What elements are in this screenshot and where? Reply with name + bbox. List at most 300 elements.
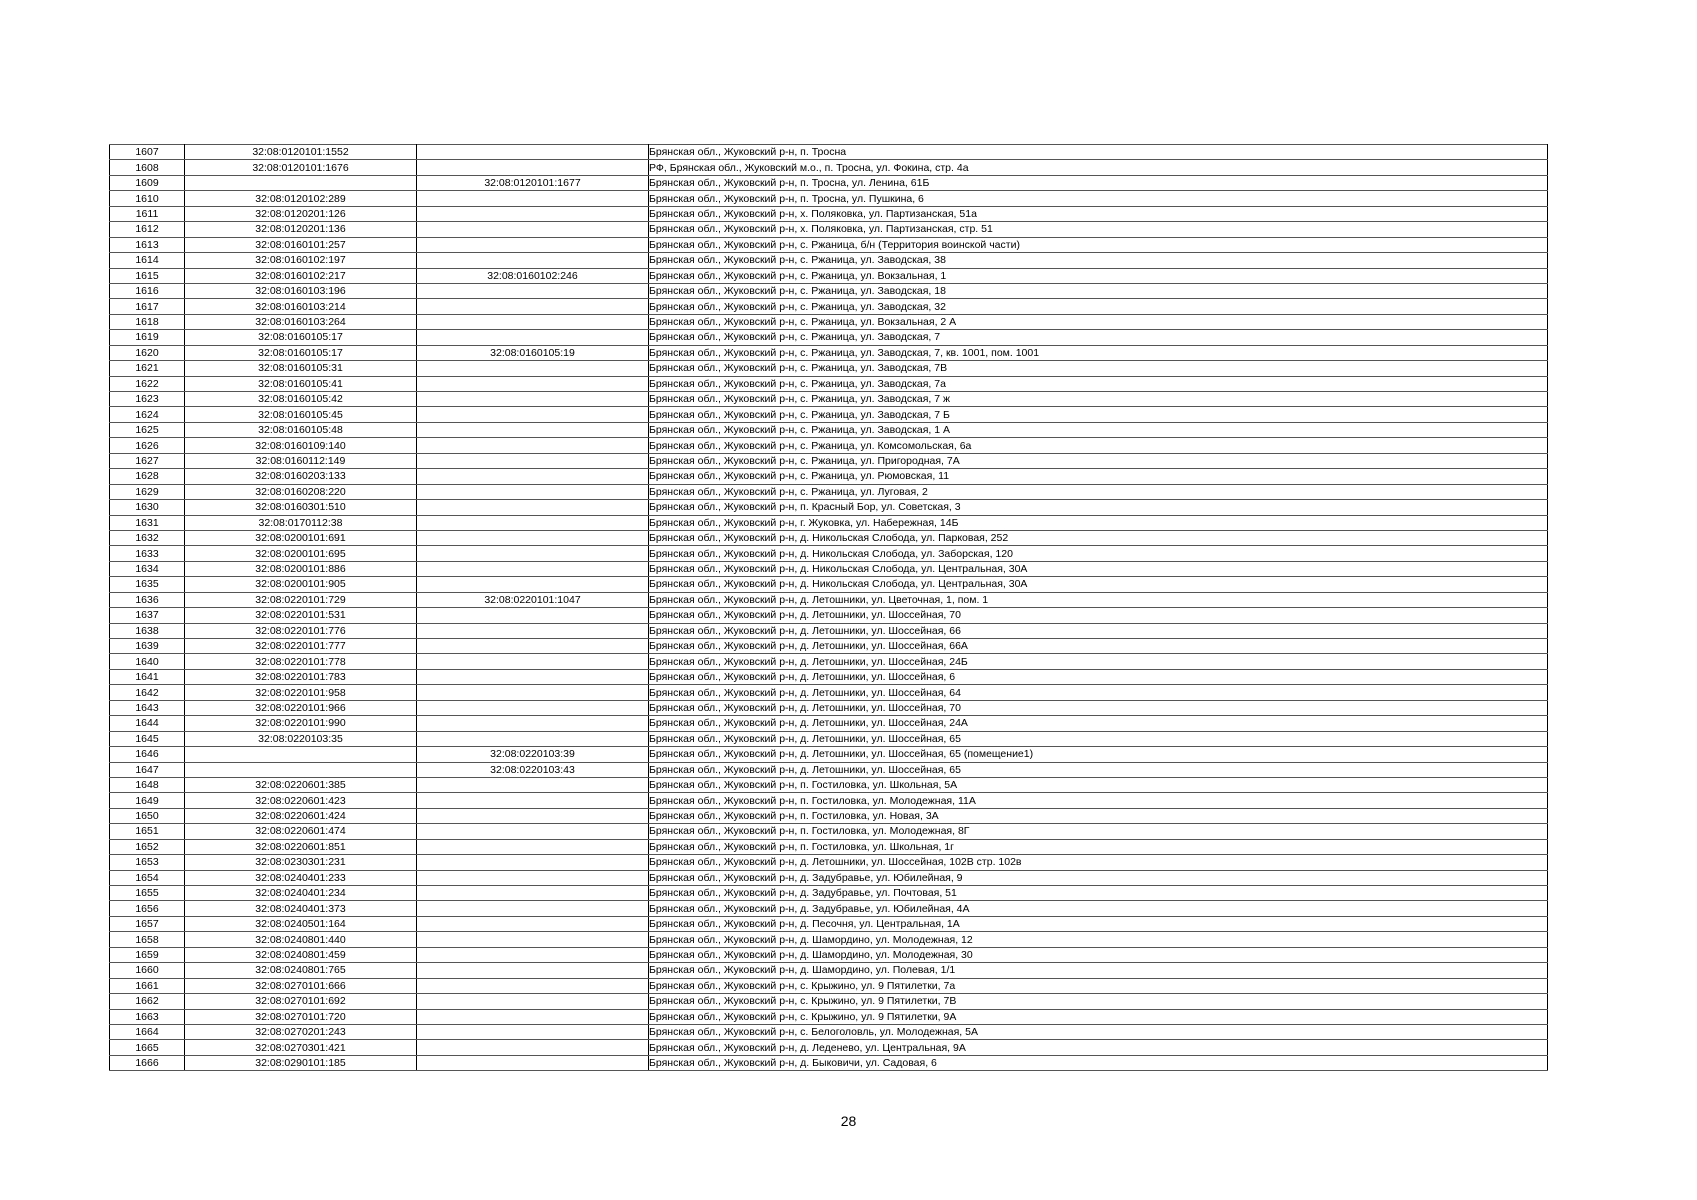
address-cell: Брянская обл., Жуковский р-н, п. Гостиловка, ул. Новая, 3А: [649, 808, 1548, 823]
land-cadastral-number-cell: 32:08:0160103:214: [185, 299, 417, 314]
object-cadastral-number-cell: [417, 623, 649, 638]
table-row: [110, 886, 1548, 901]
row-number-cell: 1652: [110, 839, 185, 854]
object-cadastral-number-cell: [417, 978, 649, 993]
row-number-cell: 1630: [110, 500, 185, 515]
land-cadastral-number-cell: 32:08:0120101:1676: [185, 160, 417, 175]
land-cadastral-number-cell: 32:08:0240801:440: [185, 932, 417, 947]
object-cadastral-number-cell: [417, 314, 649, 329]
object-cadastral-number-cell: [417, 299, 649, 314]
address-cell: Брянская обл., Жуковский р-н, с. Ржаница, ул. Заводская, 7В: [649, 361, 1548, 376]
object-cadastral-number-cell: [417, 808, 649, 823]
object-cadastral-number-cell: [417, 484, 649, 499]
object-cadastral-number-cell: [417, 1040, 649, 1055]
table-row: [110, 206, 1548, 221]
land-cadastral-number-cell: 32:08:0270301:421: [185, 1040, 417, 1055]
row-number-cell: 1655: [110, 886, 185, 901]
row-number-cell: 1622: [110, 376, 185, 391]
table-row: [110, 361, 1548, 376]
object-cadastral-number-cell: [417, 546, 649, 561]
object-cadastral-number-cell: [417, 654, 649, 669]
object-cadastral-number-cell: [417, 824, 649, 839]
object-cadastral-number-cell: [417, 145, 649, 160]
land-cadastral-number-cell: 32:08:0240401:234: [185, 886, 417, 901]
land-cadastral-number-cell: 32:08:0220103:35: [185, 731, 417, 746]
land-cadastral-number-cell: 32:08:0270101:692: [185, 994, 417, 1009]
table-row: [110, 469, 1548, 484]
land-cadastral-number-cell: 32:08:0220101:783: [185, 669, 417, 684]
address-cell: Брянская обл., Жуковский р-н, д. Летошники, ул. Цветочная, 1, пом. 1: [649, 592, 1548, 607]
row-number-cell: 1654: [110, 870, 185, 885]
object-cadastral-number-cell: [417, 901, 649, 916]
row-number-cell: 1628: [110, 469, 185, 484]
row-number-cell: 1627: [110, 453, 185, 468]
row-number-cell: 1608: [110, 160, 185, 175]
land-cadastral-number-cell: [185, 175, 417, 190]
table-row: [110, 283, 1548, 298]
object-cadastral-number-cell: [417, 500, 649, 515]
table-row: [110, 994, 1548, 1009]
address-cell: Брянская обл., Жуковский р-н, с. Белоголовль, ул. Молодежная, 5А: [649, 1024, 1548, 1039]
row-number-cell: 1616: [110, 283, 185, 298]
table-row: [110, 299, 1548, 314]
object-cadastral-number-cell: 32:08:0120101:1677: [417, 175, 649, 190]
land-cadastral-number-cell: 32:08:0220101:777: [185, 639, 417, 654]
table-row: [110, 963, 1548, 978]
row-number-cell: 1662: [110, 994, 185, 1009]
row-number-cell: 1647: [110, 762, 185, 777]
table-row: [110, 500, 1548, 515]
row-number-cell: 1648: [110, 777, 185, 792]
address-cell: Брянская обл., Жуковский р-н, д. Летошники, ул. Шоссейная, 70: [649, 608, 1548, 623]
row-number-cell: 1659: [110, 947, 185, 962]
object-cadastral-number-cell: [417, 469, 649, 484]
object-cadastral-number-cell: [417, 191, 649, 206]
address-cell: Брянская обл., Жуковский р-н, д. Летошники, ул. Шоссейная, 65 (помещение1): [649, 747, 1548, 762]
object-cadastral-number-cell: [417, 1009, 649, 1024]
table-row: [110, 330, 1548, 345]
object-cadastral-number-cell: [417, 700, 649, 715]
object-cadastral-number-cell: [417, 253, 649, 268]
row-number-cell: 1644: [110, 716, 185, 731]
address-cell: РФ, Брянская обл., Жуковский м.о., п. Тросна, ул. Фокина, стр. 4а: [649, 160, 1548, 175]
land-cadastral-number-cell: 32:08:0290101:185: [185, 1055, 417, 1070]
land-cadastral-number-cell: 32:08:0160105:42: [185, 392, 417, 407]
row-number-cell: 1607: [110, 145, 185, 160]
address-cell: Брянская обл., Жуковский р-н, с. Ржаница, ул. Заводская, 18: [649, 283, 1548, 298]
row-number-cell: 1658: [110, 932, 185, 947]
address-cell: Брянская обл., Жуковский р-н, с. Ржаница, ул. Рюмовская, 11: [649, 469, 1548, 484]
object-cadastral-number-cell: [417, 330, 649, 345]
object-cadastral-number-cell: [417, 669, 649, 684]
land-cadastral-number-cell: 32:08:0220601:474: [185, 824, 417, 839]
address-cell: Брянская обл., Жуковский р-н, д. Шамордино, ул. Молодежная, 30: [649, 947, 1548, 962]
table-row: [110, 268, 1548, 283]
land-cadastral-number-cell: [185, 762, 417, 777]
table-row: [110, 669, 1548, 684]
table-row: [110, 407, 1548, 422]
land-cadastral-number-cell: 32:08:0200101:691: [185, 530, 417, 545]
address-cell: Брянская обл., Жуковский р-н, с. Ржаница, ул. Комсомольская, 6а: [649, 438, 1548, 453]
table-row: [110, 608, 1548, 623]
object-cadastral-number-cell: [417, 994, 649, 1009]
address-cell: Брянская обл., Жуковский р-н, х. Поляковка, ул. Партизанская, 51а: [649, 206, 1548, 221]
land-cadastral-number-cell: [185, 747, 417, 762]
address-cell: Брянская обл., Жуковский р-н, с. Ржаница, ул. Заводская, 1 А: [649, 422, 1548, 437]
object-cadastral-number-cell: [417, 1055, 649, 1070]
row-number-cell: 1651: [110, 824, 185, 839]
address-cell: Брянская обл., Жуковский р-н, п. Гостиловка, ул. Молодежная, 8Г: [649, 824, 1548, 839]
table-row: [110, 685, 1548, 700]
address-cell: Брянская обл., Жуковский р-н, с. Ржаница, ул. Вокзальная, 1: [649, 268, 1548, 283]
object-cadastral-number-cell: [417, 916, 649, 931]
table-row: [110, 175, 1548, 190]
address-cell: Брянская обл., Жуковский р-н, с. Крыжино, ул. 9 Пятилетки, 9А: [649, 1009, 1548, 1024]
row-number-cell: 1617: [110, 299, 185, 314]
table-row: [110, 345, 1548, 360]
row-number-cell: 1666: [110, 1055, 185, 1070]
address-cell: Брянская обл., Жуковский р-н, д. Задубравье, ул. Почтовая, 51: [649, 886, 1548, 901]
object-cadastral-number-cell: [417, 716, 649, 731]
land-cadastral-number-cell: 32:08:0230301:231: [185, 855, 417, 870]
row-number-cell: 1650: [110, 808, 185, 823]
land-cadastral-number-cell: 32:08:0160208:220: [185, 484, 417, 499]
land-cadastral-number-cell: 32:08:0160109:140: [185, 438, 417, 453]
land-cadastral-number-cell: 32:08:0220101:729: [185, 592, 417, 607]
land-cadastral-number-cell: 32:08:0160112:149: [185, 453, 417, 468]
table-row: [110, 762, 1548, 777]
address-cell: Брянская обл., Жуковский р-н, д. Летошники, ул. Шоссейная, 66А: [649, 639, 1548, 654]
land-cadastral-number-cell: 32:08:0220101:776: [185, 623, 417, 638]
address-cell: Брянская обл., Жуковский р-н, д. Летошники, ул. Шоссейная, 65: [649, 762, 1548, 777]
row-number-cell: 1640: [110, 654, 185, 669]
row-number-cell: 1609: [110, 175, 185, 190]
row-number-cell: 1637: [110, 608, 185, 623]
object-cadastral-number-cell: [417, 237, 649, 252]
row-number-cell: 1642: [110, 685, 185, 700]
table-row: [110, 654, 1548, 669]
row-number-cell: 1621: [110, 361, 185, 376]
table-row: [110, 932, 1548, 947]
row-number-cell: 1639: [110, 639, 185, 654]
table-row: [110, 824, 1548, 839]
land-cadastral-number-cell: 32:08:0120201:126: [185, 206, 417, 221]
address-cell: Брянская обл., Жуковский р-н, д. Никольская Слобода, ул. Парковая, 252: [649, 530, 1548, 545]
address-cell: Брянская обл., Жуковский р-н, с. Ржаница, ул. Пригородная, 7А: [649, 453, 1548, 468]
table-row: [110, 901, 1548, 916]
table-row: [110, 1055, 1548, 1070]
address-cell: Брянская обл., Жуковский р-н, д. Летошники, ул. Шоссейная, 24А: [649, 716, 1548, 731]
row-number-cell: 1660: [110, 963, 185, 978]
land-cadastral-number-cell: 32:08:0200101:905: [185, 577, 417, 592]
address-cell: Брянская обл., Жуковский р-н, с. Ржаница, ул. Заводская, 7 ж: [649, 392, 1548, 407]
row-number-cell: 1643: [110, 700, 185, 715]
address-cell: Брянская обл., Жуковский р-н, с. Ржаница, ул. Луговая, 2: [649, 484, 1548, 499]
land-cadastral-number-cell: 32:08:0160105:41: [185, 376, 417, 391]
row-number-cell: 1646: [110, 747, 185, 762]
table-row: [110, 191, 1548, 206]
address-cell: Брянская обл., Жуковский р-н, д. Шамордино, ул. Полевая, 1/1: [649, 963, 1548, 978]
object-cadastral-number-cell: 32:08:0220103:39: [417, 747, 649, 762]
address-cell: Брянская обл., Жуковский р-н, д. Леденево, ул. Центральная, 9А: [649, 1040, 1548, 1055]
row-number-cell: 1619: [110, 330, 185, 345]
row-number-cell: 1618: [110, 314, 185, 329]
row-number-cell: 1664: [110, 1024, 185, 1039]
object-cadastral-number-cell: [417, 453, 649, 468]
table-row: [110, 978, 1548, 993]
row-number-cell: 1665: [110, 1040, 185, 1055]
object-cadastral-number-cell: [417, 361, 649, 376]
table-row: [110, 253, 1548, 268]
row-number-cell: 1623: [110, 392, 185, 407]
table-row: [110, 546, 1548, 561]
object-cadastral-number-cell: [417, 438, 649, 453]
address-cell: Брянская обл., Жуковский р-н, д. Никольская Слобода, ул. Заборская, 120: [649, 546, 1548, 561]
address-cell: Брянская обл., Жуковский р-н, г. Жуковка, ул. Набережная, 14Б: [649, 515, 1548, 530]
land-cadastral-number-cell: 32:08:0160101:257: [185, 237, 417, 252]
table-row: [110, 777, 1548, 792]
address-cell: Брянская обл., Жуковский р-н, п. Гостиловка, ул. Молодежная, 11А: [649, 793, 1548, 808]
register-sheet: [109, 144, 1547, 1071]
table-row: [110, 870, 1548, 885]
row-number-cell: 1615: [110, 268, 185, 283]
table-row: [110, 793, 1548, 808]
land-cadastral-number-cell: 32:08:0160105:48: [185, 422, 417, 437]
page-number: 28: [840, 1113, 857, 1129]
address-cell: Брянская обл., Жуковский р-н, д. Задубравье, ул. Юбилейная, 4А: [649, 901, 1548, 916]
address-cell: Брянская обл., Жуковский р-н, д. Быковичи, ул. Садовая, 6: [649, 1055, 1548, 1070]
land-cadastral-number-cell: 32:08:0240401:373: [185, 901, 417, 916]
table-row: [110, 314, 1548, 329]
table-row: [110, 145, 1548, 160]
land-cadastral-number-cell: 32:08:0220101:778: [185, 654, 417, 669]
object-cadastral-number-cell: [417, 392, 649, 407]
address-cell: Брянская обл., Жуковский р-н, д. Задубравье, ул. Юбилейная, 9: [649, 870, 1548, 885]
table-row: [110, 947, 1548, 962]
land-cadastral-number-cell: 32:08:0160105:31: [185, 361, 417, 376]
address-cell: Брянская обл., Жуковский р-н, п. Тросна, ул. Пушкина, 6: [649, 191, 1548, 206]
land-cadastral-number-cell: 32:08:0120101:1552: [185, 145, 417, 160]
row-number-cell: 1661: [110, 978, 185, 993]
address-cell: Брянская обл., Жуковский р-н, с. Ржаница, ул. Заводская, 38: [649, 253, 1548, 268]
address-cell: Брянская обл., Жуковский р-н, с. Крыжино, ул. 9 Пятилетки, 7В: [649, 994, 1548, 1009]
object-cadastral-number-cell: [417, 222, 649, 237]
land-cadastral-number-cell: 32:08:0220101:966: [185, 700, 417, 715]
row-number-cell: 1632: [110, 530, 185, 545]
table-row: [110, 747, 1548, 762]
object-cadastral-number-cell: [417, 777, 649, 792]
address-cell: Брянская обл., Жуковский р-н, п. Красный Бор, ул. Советская, 3: [649, 500, 1548, 515]
table-row: [110, 639, 1548, 654]
table-row: [110, 237, 1548, 252]
land-cadastral-number-cell: 32:08:0200101:886: [185, 561, 417, 576]
address-cell: Брянская обл., Жуковский р-н, с. Ржаница, ул. Заводская, 32: [649, 299, 1548, 314]
address-cell: Брянская обл., Жуковский р-н, с. Ржаница, ул. Вокзальная, 2 А: [649, 314, 1548, 329]
table-row: [110, 392, 1548, 407]
address-cell: Брянская обл., Жуковский р-н, д. Никольская Слобода, ул. Центральная, 30А: [649, 577, 1548, 592]
row-number-cell: 1620: [110, 345, 185, 360]
object-cadastral-number-cell: [417, 963, 649, 978]
land-cadastral-number-cell: 32:08:0120102:289: [185, 191, 417, 206]
table-row: [110, 530, 1548, 545]
row-number-cell: 1631: [110, 515, 185, 530]
land-cadastral-number-cell: 32:08:0170112:38: [185, 515, 417, 530]
object-cadastral-number-cell: [417, 530, 649, 545]
address-cell: Брянская обл., Жуковский р-н, с. Ржаница, ул. Заводская, 7, кв. 1001, пом. 1001: [649, 345, 1548, 360]
object-cadastral-number-cell: [417, 839, 649, 854]
land-cadastral-number-cell: 32:08:0220601:423: [185, 793, 417, 808]
land-cadastral-number-cell: 32:08:0160105:17: [185, 345, 417, 360]
table-row: [110, 561, 1548, 576]
object-cadastral-number-cell: [417, 932, 649, 947]
table-row: [110, 700, 1548, 715]
table-row: [110, 592, 1548, 607]
address-cell: Брянская обл., Жуковский р-н, п. Тросна, ул. Ленина, 61Б: [649, 175, 1548, 190]
row-number-cell: 1638: [110, 623, 185, 638]
address-cell: Брянская обл., Жуковский р-н, п. Тросна: [649, 145, 1548, 160]
row-number-cell: 1633: [110, 546, 185, 561]
row-number-cell: 1635: [110, 577, 185, 592]
land-cadastral-number-cell: 32:08:0240801:765: [185, 963, 417, 978]
land-cadastral-number-cell: 32:08:0240401:233: [185, 870, 417, 885]
table-row: [110, 422, 1548, 437]
row-number-cell: 1645: [110, 731, 185, 746]
row-number-cell: 1636: [110, 592, 185, 607]
address-cell: Брянская обл., Жуковский р-н, д. Песочня, ул. Центральная, 1А: [649, 916, 1548, 931]
land-cadastral-number-cell: 32:08:0120201:136: [185, 222, 417, 237]
address-cell: Брянская обл., Жуковский р-н, х. Поляковка, ул. Партизанская, стр. 51: [649, 222, 1548, 237]
row-number-cell: 1612: [110, 222, 185, 237]
address-cell: Брянская обл., Жуковский р-н, с. Ржаница, б/н (Территория воинской части): [649, 237, 1548, 252]
object-cadastral-number-cell: [417, 160, 649, 175]
table-row: [110, 577, 1548, 592]
object-cadastral-number-cell: [417, 947, 649, 962]
address-cell: Брянская обл., Жуковский р-н, д. Летошники, ул. Шоссейная, 102В стр. 102в: [649, 855, 1548, 870]
land-cadastral-number-cell: 32:08:0160105:17: [185, 330, 417, 345]
row-number-cell: 1653: [110, 855, 185, 870]
object-cadastral-number-cell: [417, 608, 649, 623]
table-row: [110, 1024, 1548, 1039]
row-number-cell: 1625: [110, 422, 185, 437]
address-cell: Брянская обл., Жуковский р-н, с. Ржаница, ул. Заводская, 7а: [649, 376, 1548, 391]
table-row: [110, 808, 1548, 823]
object-cadastral-number-cell: [417, 870, 649, 885]
table-row: [110, 855, 1548, 870]
address-cell: Брянская обл., Жуковский р-н, д. Летошники, ул. Шоссейная, 70: [649, 700, 1548, 715]
object-cadastral-number-cell: 32:08:0220103:43: [417, 762, 649, 777]
land-cadastral-number-cell: 32:08:0220101:531: [185, 608, 417, 623]
row-number-cell: 1634: [110, 561, 185, 576]
row-number-cell: 1656: [110, 901, 185, 916]
address-cell: Брянская обл., Жуковский р-н, д. Шамордино, ул. Молодежная, 12: [649, 932, 1548, 947]
table-row: [110, 731, 1548, 746]
object-cadastral-number-cell: [417, 407, 649, 422]
row-number-cell: 1649: [110, 793, 185, 808]
object-cadastral-number-cell: [417, 515, 649, 530]
row-number-cell: 1610: [110, 191, 185, 206]
table-row: [110, 1040, 1548, 1055]
address-cell: Брянская обл., Жуковский р-н, д. Летошники, ул. Шоссейная, 6: [649, 669, 1548, 684]
address-cell: Брянская обл., Жуковский р-н, д. Летошники, ул. Шоссейная, 64: [649, 685, 1548, 700]
land-cadastral-number-cell: 32:08:0160102:197: [185, 253, 417, 268]
row-number-cell: 1611: [110, 206, 185, 221]
object-cadastral-number-cell: 32:08:0160105:19: [417, 345, 649, 360]
row-number-cell: 1641: [110, 669, 185, 684]
land-cadastral-number-cell: 32:08:0220601:385: [185, 777, 417, 792]
object-cadastral-number-cell: [417, 376, 649, 391]
object-cadastral-number-cell: [417, 561, 649, 576]
object-cadastral-number-cell: [417, 422, 649, 437]
table-row: [110, 839, 1548, 854]
object-cadastral-number-cell: [417, 731, 649, 746]
land-cadastral-number-cell: 32:08:0240801:459: [185, 947, 417, 962]
land-cadastral-number-cell: 32:08:0220601:424: [185, 808, 417, 823]
table-row: [110, 438, 1548, 453]
row-number-cell: 1613: [110, 237, 185, 252]
address-cell: Брянская обл., Жуковский р-н, п. Гостиловка, ул. Школьная, 1г: [649, 839, 1548, 854]
address-cell: Брянская обл., Жуковский р-н, д. Летошники, ул. Шоссейная, 66: [649, 623, 1548, 638]
address-cell: Брянская обл., Жуковский р-н, п. Гостиловка, ул. Школьная, 5А: [649, 777, 1548, 792]
object-cadastral-number-cell: [417, 793, 649, 808]
table-row: [110, 623, 1548, 638]
row-number-cell: 1624: [110, 407, 185, 422]
object-cadastral-number-cell: [417, 206, 649, 221]
land-cadastral-number-cell: 32:08:0160301:510: [185, 500, 417, 515]
table-row: [110, 376, 1548, 391]
object-cadastral-number-cell: [417, 1024, 649, 1039]
land-cadastral-number-cell: 32:08:0200101:695: [185, 546, 417, 561]
address-cell: Брянская обл., Жуковский р-н, с. Ржаница, ул. Заводская, 7 Б: [649, 407, 1548, 422]
address-cell: Брянская обл., Жуковский р-н, с. Ржаница, ул. Заводская, 7: [649, 330, 1548, 345]
table-row: [110, 222, 1548, 237]
table-row: [110, 160, 1548, 175]
table-row: [110, 1009, 1548, 1024]
address-cell: Брянская обл., Жуковский р-н, д. Никольская Слобода, ул. Центральная, 30А: [649, 561, 1548, 576]
object-cadastral-number-cell: [417, 886, 649, 901]
object-cadastral-number-cell: 32:08:0160102:246: [417, 268, 649, 283]
row-number-cell: 1629: [110, 484, 185, 499]
address-cell: Брянская обл., Жуковский р-н, д. Летошники, ул. Шоссейная, 24Б: [649, 654, 1548, 669]
address-cell: Брянская обл., Жуковский р-н, с. Крыжино, ул. 9 Пятилетки, 7а: [649, 978, 1548, 993]
land-cadastral-number-cell: 32:08:0160203:133: [185, 469, 417, 484]
table-row: [110, 484, 1548, 499]
object-cadastral-number-cell: [417, 283, 649, 298]
table-row: [110, 453, 1548, 468]
register-table-body: [110, 145, 1548, 1071]
table-row: [110, 716, 1548, 731]
object-cadastral-number-cell: [417, 639, 649, 654]
object-cadastral-number-cell: [417, 685, 649, 700]
table-row: [110, 916, 1548, 931]
object-cadastral-number-cell: 32:08:0220101:1047: [417, 592, 649, 607]
land-cadastral-number-cell: 32:08:0270101:720: [185, 1009, 417, 1024]
row-number-cell: 1626: [110, 438, 185, 453]
object-cadastral-number-cell: [417, 855, 649, 870]
land-cadastral-number-cell: 32:08:0270201:243: [185, 1024, 417, 1039]
table-row: [110, 515, 1548, 530]
address-cell: Брянская обл., Жуковский р-н, д. Летошники, ул. Шоссейная, 65: [649, 731, 1548, 746]
land-cadastral-number-cell: 32:08:0220601:851: [185, 839, 417, 854]
land-cadastral-number-cell: 32:08:0240501:164: [185, 916, 417, 931]
land-cadastral-number-cell: 32:08:0160103:196: [185, 283, 417, 298]
land-cadastral-number-cell: 32:08:0160102:217: [185, 268, 417, 283]
land-cadastral-number-cell: 32:08:0220101:958: [185, 685, 417, 700]
land-cadastral-number-cell: 32:08:0270101:666: [185, 978, 417, 993]
row-number-cell: 1614: [110, 253, 185, 268]
row-number-cell: 1663: [110, 1009, 185, 1024]
row-number-cell: 1657: [110, 916, 185, 931]
property-register-table: [109, 144, 1548, 1071]
